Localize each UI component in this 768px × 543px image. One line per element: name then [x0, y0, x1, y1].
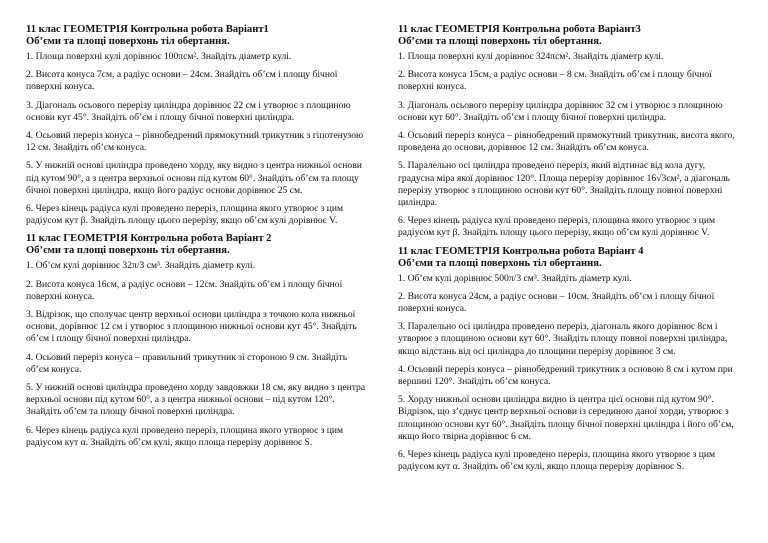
task-5: 5. У нижній основі циліндра проведено хорду завдовжки 18 см, яку видно з центра верхньої основи під кутом 60°, а з центра нижньої основи – під кутом 120°. Знайдіть об’єм та площу бічної поверхні циліндра.	[26, 382, 366, 418]
task-6: 6. Через кінець радіуса кулі проведено переріз, площина якого утворює з цим радіусом кут α. Знайдіть об’єм кулі, якщо площа перерізу дорівнює S.	[26, 424, 344, 448]
task-3: 3. Паралельно осі циліндра проведено переріз, діагональ якого дорівнює 8см і утворює з площиною основи кут 60°. Знайдіть площу повної поверхні циліндра, якщо відстань від осі циліндра до площини перерізу дорівнює 3 см.	[398, 321, 728, 357]
variant-subtitle: Об’єми та площі поверхонь тіл обертання.	[26, 245, 230, 257]
left-column	[26, 24, 366, 455]
task-4: 4. Осьовий переріз конуса – рівнобедрений трикутник з основою 8 см і кутом при вершині 120°. Знайдіть об’єм конуса.	[398, 363, 733, 388]
task-4: 4. Осьовий переріз конуса – правильний трикутник зі стороною 9 см. Знайдіть об’єм конуса.	[26, 351, 348, 375]
task-1: 1. Об’єм кулі дорівнює 32π/3 см³. Знайдіть діаметр кулі.	[26, 260, 255, 272]
variant-subtitle: Об’єми та площі поверхонь тіл обертання.	[26, 36, 230, 47]
task-2: 2. Висота конуса 15см, а радіус основи – 8 см. Знайдіть об’єм і площу бічної поверхні конуса.	[398, 69, 712, 93]
task-3: 3. Відрізок, що сполучає центр верхньої основи циліндра з точкою кола нижньої основи, дорівнює 12 см і утворює з площиною нижньої основи кут 45°. Знайдіть об’єм і площу бічної поверхні циліндра.	[26, 309, 357, 345]
variant-title: 11 клас ГЕОМЕТРІЯ Контрольна робота Варіант 4	[398, 245, 644, 257]
task-6: 6. Через кінець радіуса кулі проведено переріз, площина якого утворює з цим радіусом кут β. Знайдіть площу цього перерізу, якщо об’єм кулі дорівнює V.	[398, 215, 716, 239]
task-5: 5. Хорду нижньої основи циліндра видно із центра цієї основи під кутом 90°. Відрізок, що з’єднує центр верхньої основи із серединою даної хорди, утворює з площиною основи кут 60°. Знайдіть площу бічної поверхні циліндра і його об’єм, якщо його твірна дорівнює 6 см.	[398, 394, 734, 442]
right-column	[398, 24, 738, 479]
task-1: 1. Площа поверхні кулі дорівнює 324πсм². Знайдіть діаметр кулі.	[398, 51, 664, 62]
task-4: 4. Осьовий переріз конуса – рівнобедрений прямокутний трикутник, висота якого, проведена до основи, дорівнює 12 см. Знайдіть об’єм конуса.	[398, 130, 735, 154]
task-2: 2. Висота конуса 7см, а радіус основи – 24см. Знайдіть об’єм і площу бічної поверхні конуса.	[26, 69, 338, 93]
variant-title: 11 клас ГЕОМЕТРІЯ Контрольна робота Варіант 2	[26, 233, 272, 245]
variant-subtitle: Об’єми та площі поверхонь тіл обертання.	[398, 257, 602, 269]
variant-title: 11 клас ГЕОМЕТРІЯ Контрольна робота Варіант3	[398, 24, 641, 35]
task-5: 5. Паралельно осі циліндра проведено переріз, який відтинає від кола дугу, градусна міра якої дорівнює 120°. Площа перерізу дорівнює 16√3см², а діагональ перерізу утворює з площиною основи кут 60°. Знайдіть площу повної поверхні циліндра.	[398, 160, 730, 209]
task-2: 2. Висота конуса 24см, а радіус основи – 10см. Знайдіть об’єм і площу бічної поверхні конуса.	[398, 290, 715, 315]
variant-title: 11 клас ГЕОМЕТРІЯ Контрольна робота Варіант1	[26, 24, 269, 35]
variant-4	[398, 246, 738, 474]
variant-2	[26, 233, 366, 449]
task-3: 3. Діагональ осьового перерізу циліндра дорівнює 32 см і утворює з площиною основи кут 60°. Знайдіть об’єм і площу бічної поверхні циліндра.	[398, 99, 723, 123]
task-5: 5. У нижній основі циліндра проведено хорду, яку видно з центра нижньої основи під кутом 90°, а з центра верхньої основи під кутом 60°. Знайдіть об’єм та площу бічної поверхні циліндра, якщо його радіус основи дорівнює 25 см.	[26, 160, 362, 196]
task-4: 4. Осьовий переріз конуса – рівнобедрений прямокутний трикутник з гіпотенузою 12 см. Знайдіть об’єм конуса.	[26, 130, 364, 154]
task-6: 6. Через кінець радіуса кулі проведено переріз, площина якого утворює з цим радіусом кут β. Знайдіть площу цього перерізу, якщо об’єм кулі дорівнює V.	[26, 203, 344, 227]
task-1: 1. Об’єм кулі дорівнює 500π/3 см³. Знайдіть діаметр кулі.	[398, 272, 632, 284]
task-3: 3. Діагональ осьового перерізу циліндра дорівнює 22 см і утворює з площиною основи кут 45°. Знайдіть об’єм і площу бічної поверхні циліндра.	[26, 99, 351, 123]
task-6: 6. Через кінець радіуса кулі проведено переріз, площина якого утворює з цим радіусом кут α. Знайдіть об’єм кулі, якщо площа перерізу дорівнює S.	[398, 449, 716, 473]
variant-1	[26, 24, 366, 227]
variant-3	[398, 24, 738, 240]
task-1: 1. Площа поверхні кулі дорівнює 100πсм². Знайдіть діаметр кулі.	[26, 51, 292, 62]
task-2: 2. Висота конуса 16см, а радіус основи – 12см. Знайдіть об’єм і площу бічної поверхні конуса.	[26, 278, 343, 302]
variant-subtitle: Об’єми та площі поверхонь тіл обертання.	[398, 36, 602, 47]
